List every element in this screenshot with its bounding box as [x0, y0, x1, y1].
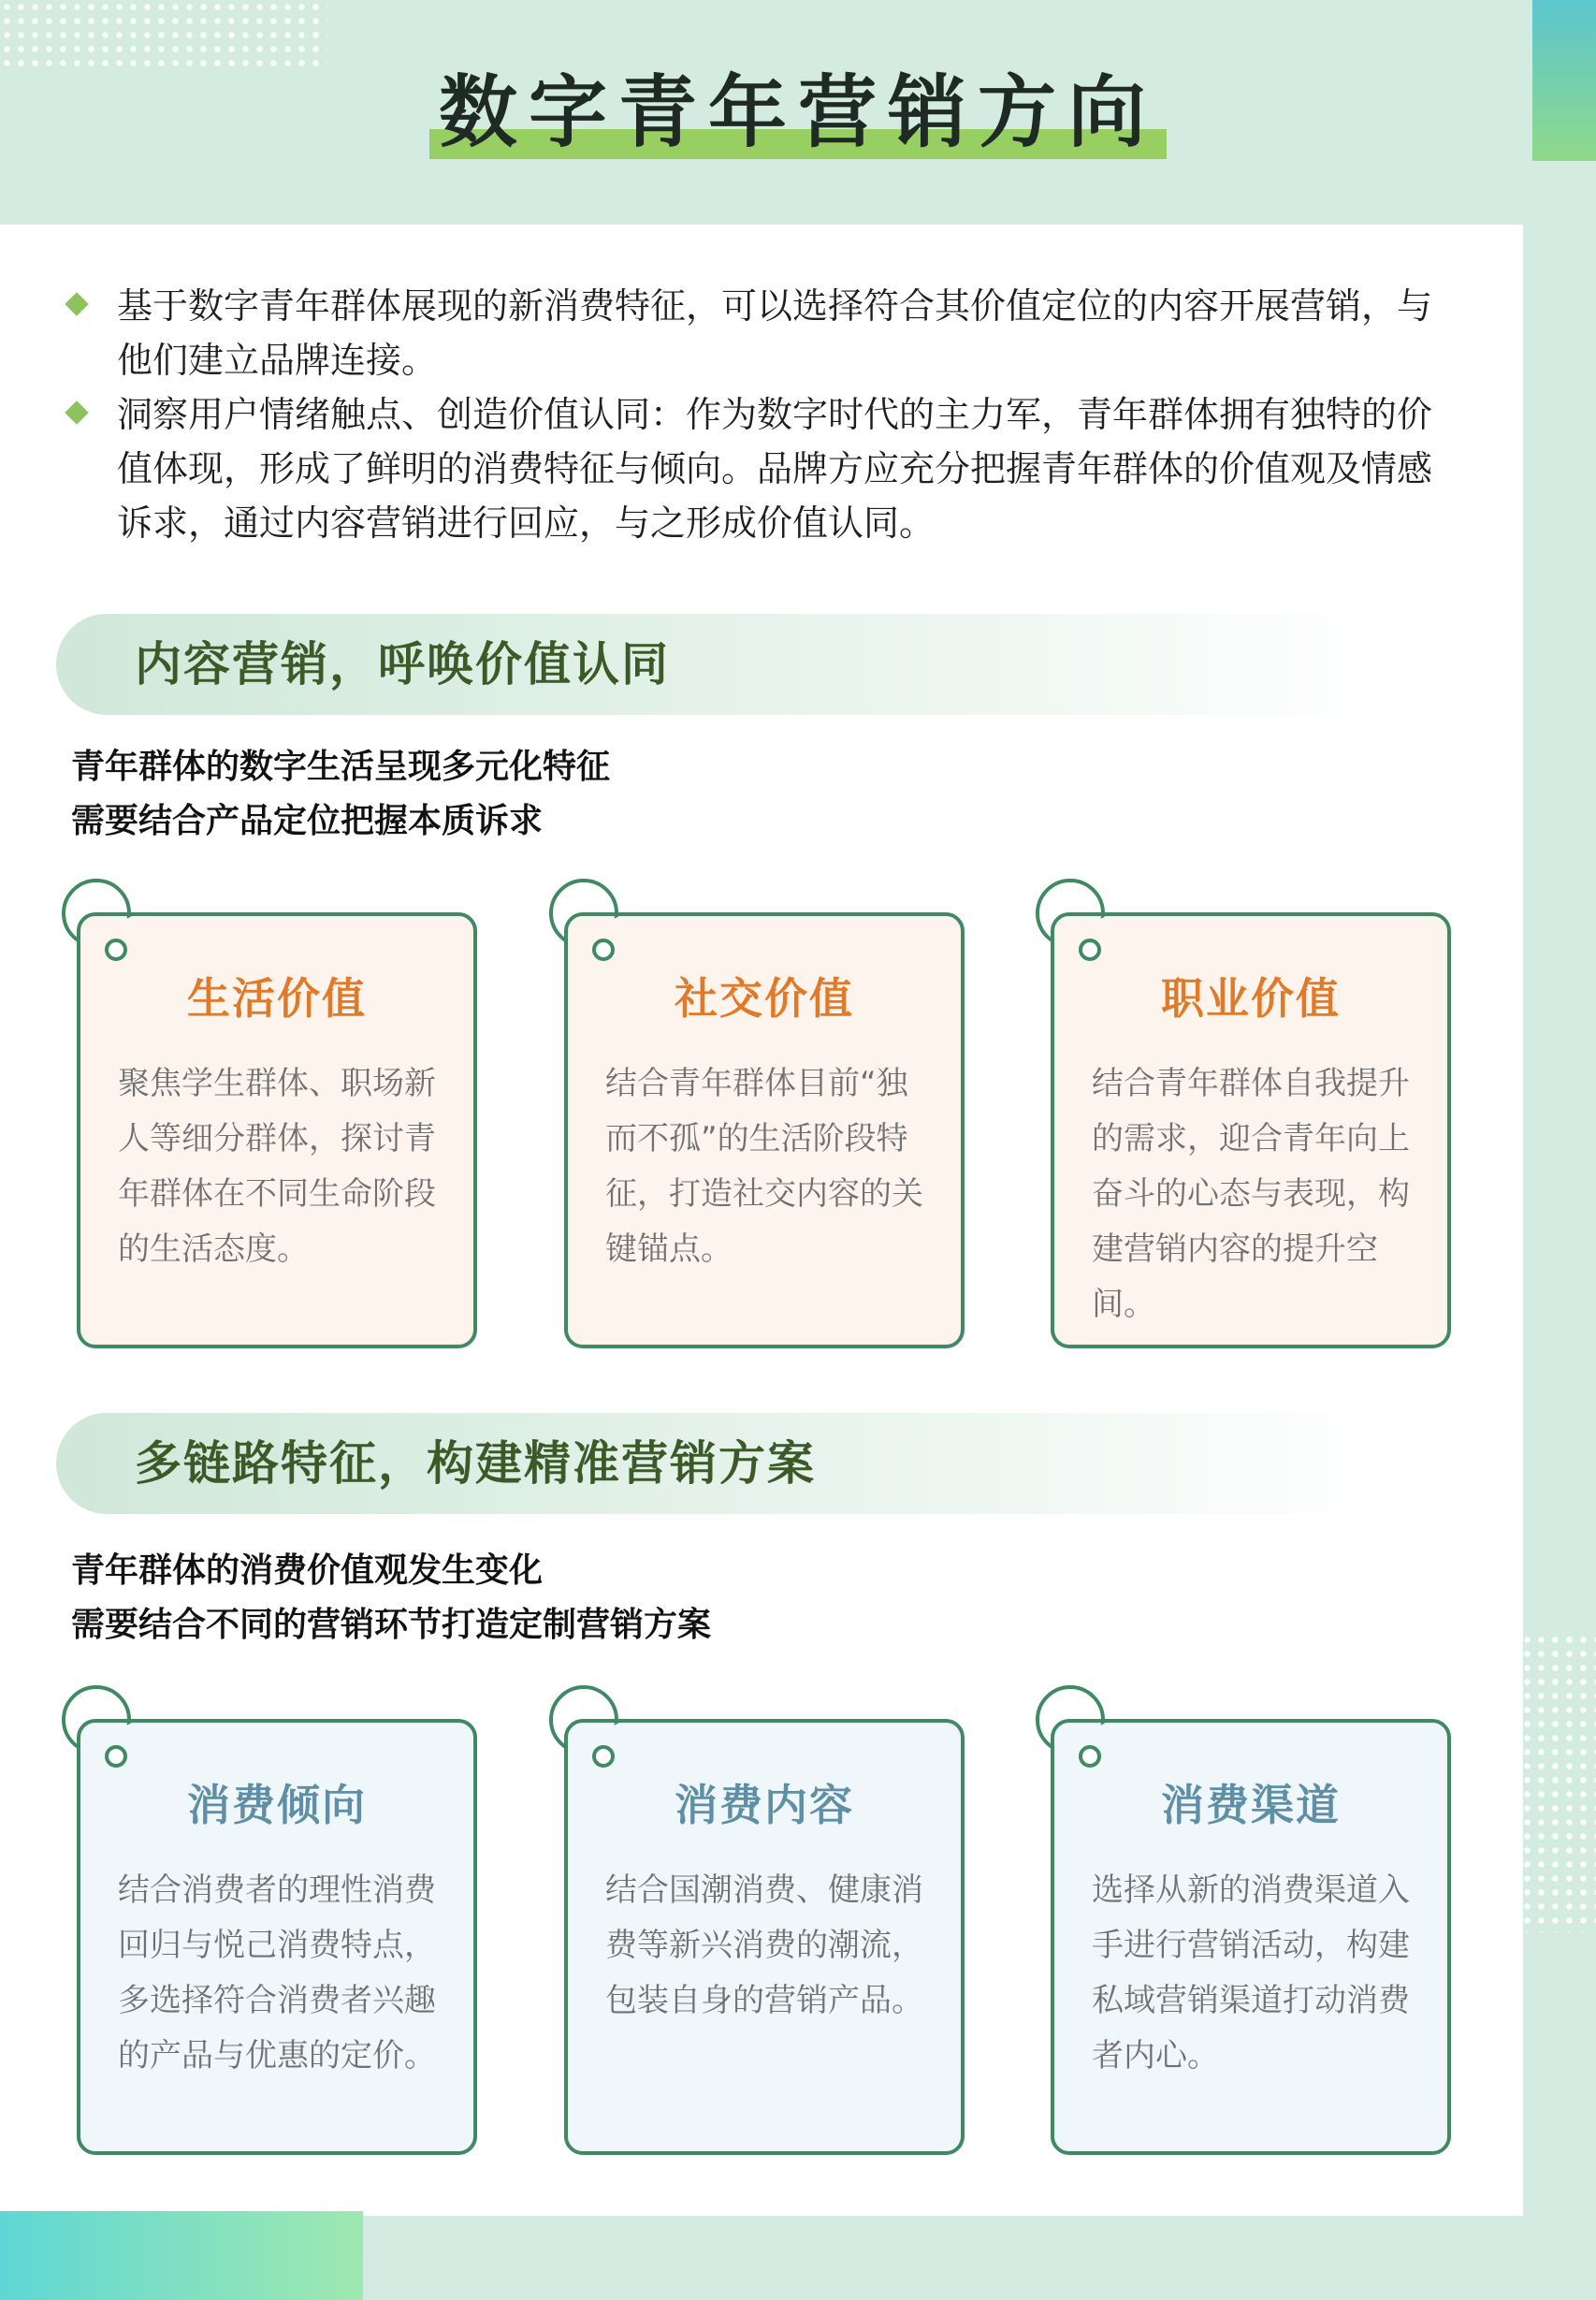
- ring-decoration-icon: [105, 939, 127, 961]
- card-title: 职业价值: [1161, 973, 1341, 1024]
- card-consumption-content: [564, 1719, 965, 2155]
- ring-decoration-icon: [1036, 879, 1105, 948]
- decorative-dots: [0, 0, 327, 70]
- ring-decoration-icon: [1079, 1745, 1101, 1768]
- section-subhead: [71, 740, 610, 849]
- ring-decoration-icon: [592, 1745, 615, 1768]
- card-consumption-tendency: [77, 1719, 477, 2155]
- subhead-line: 需要结合不同的营销环节打造定制营销方案: [71, 1598, 711, 1652]
- card-career-value: [1051, 912, 1451, 1348]
- card-title: 生活价值: [187, 973, 367, 1024]
- page-title-wrap: [0, 66, 1596, 159]
- bullet-item: [59, 387, 1462, 550]
- section-title: 内容营销，呼唤价值认同: [135, 637, 670, 691]
- bullet-text: 洞察用户情绪触点、创造价值认同：作为数字时代的主力军，青年群体拥有独特的价值体现，形成了鲜明的消费特征与倾向。品牌方应充分把握青年群体的价值观及情感诉求，通过内容营销进行回应，与之形成价值认同。: [117, 394, 1433, 544]
- subhead-line: 青年群体的数字生活呈现多元化特征: [71, 748, 611, 786]
- card-consumption-channel: [1051, 1719, 1451, 2155]
- card-text: 结合青年群体自我提升的需求，迎合青年向上奋斗的心态与表现，构建营销内容的提升空间。: [1092, 1065, 1410, 1323]
- card-title: 消费内容: [675, 1780, 854, 1830]
- ring-decoration-icon: [62, 879, 131, 948]
- decorative-dots: [1520, 1633, 1596, 1932]
- corner-accent-bottom-left: [0, 2211, 363, 2300]
- ring-decoration-icon: [1079, 939, 1101, 961]
- section-title: 多链路特征，构建精准营销方案: [135, 1436, 816, 1491]
- intro-bullets: [59, 279, 1462, 550]
- card-text: 聚焦学生群体、职场新人等细分群体，探讨青年群体在不同生命阶段的生活态度。: [118, 1065, 436, 1268]
- section-subhead: [71, 1544, 711, 1652]
- card-text: 结合消费者的理性消费回归与悦己消费特点，多选择符合消费者兴趣的产品与优惠的定价。: [118, 1871, 436, 2074]
- ring-decoration-icon: [105, 1745, 127, 1768]
- card-social-value: [564, 912, 965, 1348]
- page-title: 数字青年营销方向: [429, 66, 1167, 159]
- card-text: 结合青年群体目前“独而不孤”的生活阶段特征，打造社交内容的关键锚点。: [605, 1065, 923, 1268]
- card-title: 消费渠道: [1161, 1780, 1341, 1830]
- card-life-value: [77, 912, 477, 1348]
- section-banner-content-marketing: [56, 614, 1385, 715]
- diamond-bullet-icon: [65, 292, 88, 315]
- bullet-text: 基于数字青年群体展现的新消费特征，可以选择符合其价值定位的内容开展营销，与他们建立品牌连接。: [117, 285, 1433, 381]
- bullet-item: [59, 279, 1462, 387]
- diamond-bullet-icon: [65, 400, 88, 424]
- ring-decoration-icon: [549, 1685, 618, 1754]
- card-title: 消费倾向: [187, 1780, 367, 1830]
- card-title: 社交价值: [675, 973, 854, 1024]
- card-text: 选择从新的消费渠道入手进行营销活动，构建私域营销渠道打动消费者内心。: [1092, 1871, 1410, 2074]
- ring-decoration-icon: [62, 1685, 131, 1754]
- card-text: 结合国潮消费、健康消费等新兴消费的潮流，包装自身的营销产品。: [605, 1871, 923, 2019]
- ring-decoration-icon: [592, 939, 615, 961]
- subhead-line: 需要结合产品定位把握本质诉求: [71, 794, 543, 849]
- ring-decoration-icon: [1036, 1685, 1105, 1754]
- section-banner-multichannel: [56, 1413, 1385, 1514]
- subhead-line: 青年群体的消费价值观发生变化: [71, 1551, 544, 1590]
- ring-decoration-icon: [549, 879, 618, 948]
